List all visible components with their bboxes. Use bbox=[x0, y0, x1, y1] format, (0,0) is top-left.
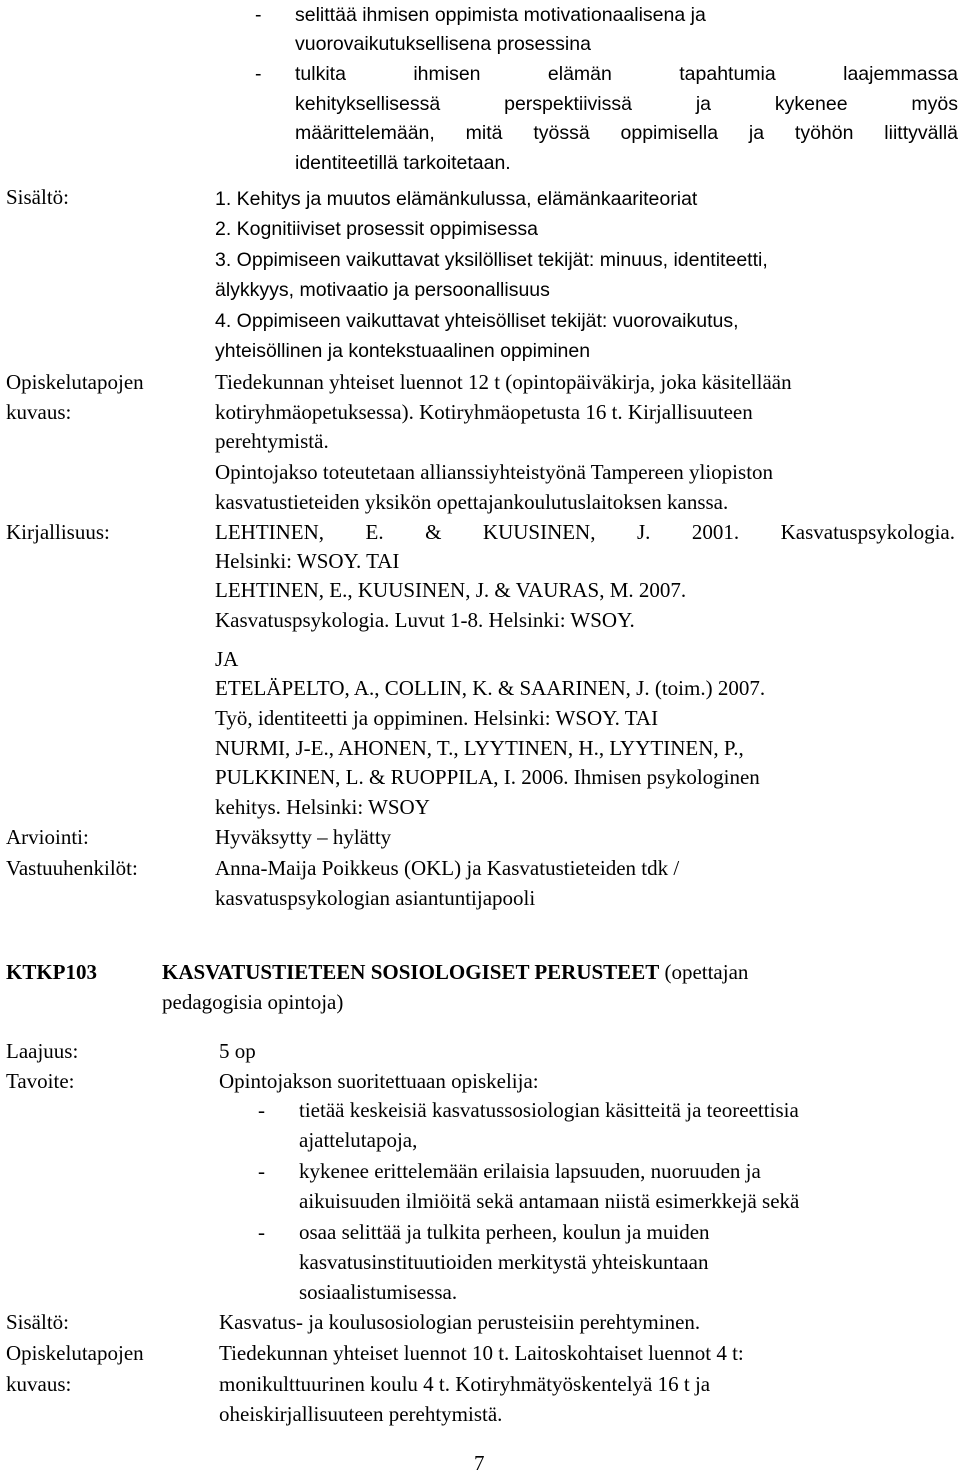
objective-line: vuorovaikutuksellisena prosessina bbox=[295, 33, 591, 55]
sisalto-line: 4. Oppimiseen vaikuttavat yhteisölliset tekijät: vuorovaikutus, bbox=[215, 310, 739, 332]
objective-line: selittää ihmisen oppimista motivationaalisena ja bbox=[295, 4, 706, 26]
reference-line: LEHTINEN, E., KUUSINEN, J. & VAURAS, M. 2007. bbox=[215, 578, 687, 602]
reference-line: kehitys. Helsinki: WSOY bbox=[215, 795, 430, 819]
course-title-line-1 bbox=[162, 957, 748, 987]
opiskelu-2-line: Tiedekunnan yhteiset luennot 10 t. Laitoskohtaiset luennot 4 t: bbox=[219, 1341, 744, 1365]
page-number: 7 bbox=[474, 1451, 485, 1475]
sisalto-line: 1. Kehitys ja muutos elämänkulussa, elämänkaariteoriat bbox=[215, 188, 698, 210]
laajuus-value: 5 op bbox=[219, 1039, 256, 1063]
section-label-arviointi: Arviointi: bbox=[6, 825, 89, 849]
reference-line: JA bbox=[215, 647, 239, 671]
section-label-opiskelutapojen: Opiskelutapojen bbox=[6, 370, 144, 394]
opiskelu-2-line: monikulttuurinen koulu 4 t. Kotiryhmätyöskentelyä 16 t ja bbox=[219, 1372, 711, 1396]
tavoite-dash: - bbox=[258, 1098, 265, 1122]
tavoite-line: kykenee erittelemään erilaisia lapsuuden, nuoruuden ja bbox=[299, 1159, 761, 1183]
reference-line: NURMI, J-E., AHONEN, T., LYYTINEN, H., LYYTINEN, P., bbox=[215, 736, 744, 760]
arviointi-value: Hyväksytty – hylätty bbox=[215, 825, 392, 849]
course-title-bold: KASVATUSTIETEEN SOSIOLOGISET PERUSTEET bbox=[162, 960, 660, 984]
vastuu-line: kasvatuspsykologian asiantuntijapooli bbox=[215, 886, 536, 910]
tavoite-line: osaa selittää ja tulkita perheen, koulun ja muiden bbox=[299, 1220, 710, 1244]
tavoite-line: sosiaalistumisessa. bbox=[299, 1280, 458, 1304]
vastuu-line: Anna-Maija Poikkeus (OKL) ja Kasvatustieteiden tdk / bbox=[215, 856, 680, 880]
section-label-laajuus: Laajuus: bbox=[6, 1039, 79, 1063]
reference-line: Helsinki: WSOY. TAI bbox=[215, 549, 400, 573]
objective-line: identiteetillä tarkoitetaan. bbox=[295, 152, 511, 174]
objective-line: määrittelemään, mitä työssä oppimisella ja työhön liittyvällä bbox=[295, 122, 958, 144]
reference-line: Kasvatuspsykologia. Luvut 1-8. Helsinki: WSOY. bbox=[215, 608, 635, 632]
opiskelu-line: perehtymistä. bbox=[215, 429, 329, 453]
course-code: KTKP103 bbox=[6, 960, 98, 984]
opiskelu-line: Tiedekunnan yhteiset luennot 12 t (opintopäiväkirja, joka käsitellään bbox=[215, 370, 792, 394]
sisalto-line: 2. Kognitiiviset prosessit oppimisessa bbox=[215, 218, 538, 240]
tavoite-line: kasvatusinstituutioiden merkitystä yhteiskuntaan bbox=[299, 1250, 709, 1274]
tavoite-line: ajattelutapoja, bbox=[299, 1128, 418, 1152]
section-label-tavoite: Tavoite: bbox=[6, 1069, 75, 1093]
opiskelu-2-line: oheiskirjallisuuteen perehtymistä. bbox=[219, 1402, 503, 1426]
section-label-vastuuhenkilot: Vastuuhenkilöt: bbox=[6, 856, 138, 880]
section-label-sisalto-2: Sisältö: bbox=[6, 1310, 70, 1334]
sisalto-line: 3. Oppimiseen vaikuttavat yksilölliset tekijät: minuus, identiteetti, bbox=[215, 249, 768, 271]
section-label-kuvaus-2: kuvaus: bbox=[6, 1372, 72, 1396]
tavoite-line: aikuisuuden ilmiöitä sekä antamaan niistä esimerkkejä sekä bbox=[299, 1189, 800, 1213]
objective-dash: - bbox=[255, 4, 262, 26]
tavoite-dash: - bbox=[258, 1220, 265, 1244]
section-label-opiskelutapojen-2: Opiskelutapojen bbox=[6, 1341, 144, 1365]
course-title-rest: (opettajan bbox=[659, 960, 749, 984]
reference-line: Työ, identiteetti ja oppiminen. Helsinki: WSOY. TAI bbox=[215, 706, 659, 730]
objective-line: kehityksellisessä perspektiivissä ja kykenee myös bbox=[295, 93, 958, 115]
tavoite-dash: - bbox=[258, 1159, 265, 1183]
opiskelu-line: Opintojakso toteutetaan allianssiyhteistyönä Tampereen yliopiston bbox=[215, 460, 774, 484]
opiskelu-line: kasvatustieteiden yksikön opettajankoulutuslaitoksen kanssa. bbox=[215, 490, 729, 514]
sisalto-line: älykkyys, motivaatio ja persoonallisuus bbox=[215, 279, 550, 301]
reference-line: PULKKINEN, L. & RUOPPILA, I. 2006. Ihmisen psykologinen bbox=[215, 765, 760, 789]
reference-line: LEHTINEN, E. & KUUSINEN, J. 2001. Kasvatuspsykologia. bbox=[215, 520, 955, 544]
objective-line: tulkita ihmisen elämän tapahtumia laajemmassa bbox=[295, 63, 958, 85]
tavoite-line: tietää keskeisiä kasvatussosiologian käsitteitä ja teoreettisia bbox=[299, 1098, 799, 1122]
objective-dash: - bbox=[255, 63, 262, 85]
section-label-sisalto: Sisältö: bbox=[6, 185, 70, 209]
sisalto-line: yhteisöllinen ja kontekstuaalinen oppiminen bbox=[215, 340, 591, 362]
opiskelu-line: kotiryhmäopetuksessa). Kotiryhmäopetusta 16 t. Kirjallisuuteen bbox=[215, 400, 753, 424]
tavoite-intro: Opintojakson suoritettuaan opiskelija: bbox=[219, 1069, 539, 1093]
sisalto-2-value: Kasvatus- ja koulusosiologian perusteisiin perehtyminen. bbox=[219, 1310, 701, 1334]
course-title-line-2: pedagogisia opintoja) bbox=[162, 990, 344, 1014]
section-label-kuvaus: kuvaus: bbox=[6, 400, 72, 424]
section-label-kirjallisuus: Kirjallisuus: bbox=[6, 520, 110, 544]
reference-line: ETELÄPELTO, A., COLLIN, K. & SAARINEN, J. (toim.) 2007. bbox=[215, 676, 766, 700]
